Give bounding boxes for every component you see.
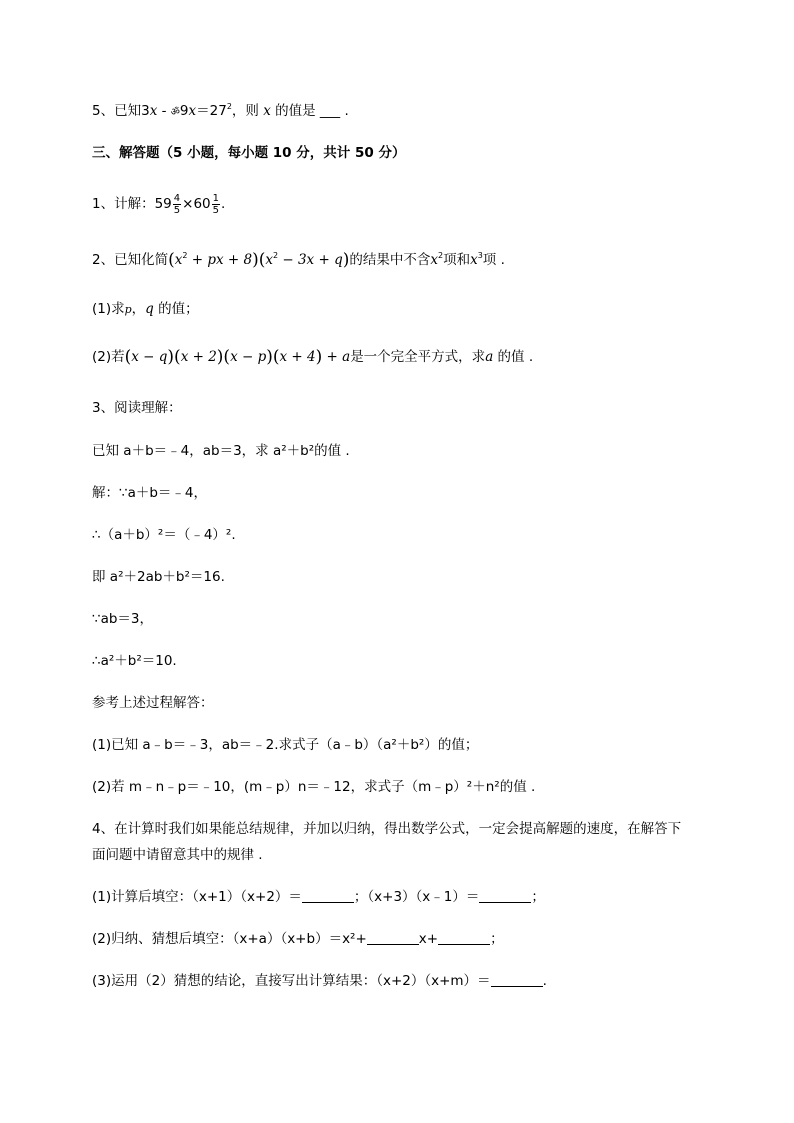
p1-text: 1、计解：59: [92, 196, 172, 212]
q5-glyph: ॐ: [170, 107, 180, 118]
p2a-text: (1)求: [92, 301, 125, 317]
p2-sup: 2: [437, 251, 444, 260]
q5-text: ，则: [231, 103, 264, 119]
p2-var: x: [470, 252, 478, 268]
section-3-title: 三、解答题（5 小题，每小题 10 分，共计 50 分）: [92, 145, 406, 161]
problem-3-title: 3、阅读理解：: [92, 400, 182, 416]
p2b-text: 的值 .: [493, 349, 534, 365]
p2-text: 项 .: [482, 252, 505, 268]
p2-expr: − 3x + q: [278, 252, 343, 268]
problem-2-part-1: [92, 299, 199, 320]
problem-4-part-1: [92, 887, 545, 907]
p2-var: x: [265, 252, 273, 268]
problem-3-given: 已知 a＋b＝﹣4，ab＝3，求 a²＋b²的值 .: [92, 443, 350, 459]
problem-2: 2、已知化简($x^2$ + px + $8)(x^2 - 3x + q)$的结果中不含$x^2$项和$x^3$项 .: [92, 250, 505, 270]
problem-1: [92, 190, 225, 218]
p2a-text: ，: [131, 301, 146, 317]
p2b-text: 是一个完全平方式，求: [350, 349, 486, 365]
answer-blank[interactable]: [438, 930, 490, 945]
p2-expr: + px + 8: [187, 252, 253, 268]
p4-text: (3)运用（2）猜想的结论，直接写出计算结果：（x+2）（x+m）＝: [92, 973, 491, 989]
p2-text: 的结果中不含: [349, 252, 431, 268]
fraction-1-5: [212, 193, 220, 216]
q5-text: ＝27: [196, 103, 227, 119]
p4-text: ；（x+3）（x﹣1）＝: [353, 889, 480, 905]
problem-3-step-5: ∴a²＋b²＝10.: [92, 653, 177, 669]
p4-text: (2)归纳、猜想后填空：（x+a）（x+b）＝x²+: [92, 931, 367, 947]
problem-4-part-3: [92, 971, 547, 991]
problem-3-instruction: 参考上述过程解答：: [92, 695, 214, 711]
problem-4-intro-cont: 面问题中请留意其中的规律 .: [92, 847, 263, 863]
problem-3-part-2: (2)若 m﹣n﹣p＝﹣10，(m﹣p）n＝﹣12，求式子（m﹣p）²＋n²的值 .: [92, 779, 536, 795]
q5-text: 5、已知3: [92, 103, 150, 119]
numerator: 4: [173, 192, 181, 204]
p1-text: .: [221, 196, 226, 212]
p4-text: ；: [490, 931, 504, 947]
p4-text: .: [542, 973, 547, 989]
p2-sup: 2: [182, 251, 188, 260]
p2a-var: q: [145, 301, 154, 317]
p4-text: (1)计算后填空：（x+1）（x+2）＝: [92, 889, 302, 905]
fraction-4-5: [173, 193, 181, 216]
problem-2-part-2: (2)若(x − q)(x + 2)(x − p)(x + 4) + a是一个完全平方式，求a 的值 .: [92, 347, 534, 367]
answer-blank[interactable]: [491, 972, 543, 987]
p2a-text: 的值；: [153, 301, 199, 317]
p2b-factor: x − p: [230, 349, 267, 365]
p4-text: x+: [418, 931, 439, 947]
p2-text: 2、已知化简: [92, 252, 169, 268]
answer-blank[interactable]: [479, 888, 531, 903]
numerator: 1: [212, 192, 220, 204]
answer-blank[interactable]: [302, 888, 354, 903]
p2-sup: 3: [477, 251, 483, 260]
p2b-factor: x + 4: [279, 349, 316, 365]
q5-text: 的值是 ___ .: [270, 103, 349, 119]
problem-3-step-3: 即 a²＋2ab＋b²＝16.: [92, 569, 225, 585]
problem-3-part-1: (1)已知 a﹣b＝﹣3，ab＝﹣2.求式子（a﹣b）（a²＋b²）的值；: [92, 737, 479, 753]
problem-4-part-2: [92, 929, 504, 949]
problem-3-step-2: ∴（a＋b）²＝（﹣4）².: [92, 527, 236, 543]
p2-text: 项和: [443, 252, 471, 268]
p2-var: x: [174, 252, 183, 268]
q5-text: -: [157, 103, 171, 119]
p2b-var: a: [485, 349, 494, 365]
answer-blank[interactable]: [367, 930, 419, 945]
q5-var: x: [263, 103, 271, 119]
p2b-expr: + a: [322, 349, 351, 365]
p2-sup: 2: [272, 251, 279, 260]
p2b-text: (2)若: [92, 349, 125, 365]
problem-3-step-1: 解：∵a＋b＝﹣4，: [92, 485, 208, 501]
p1-text: ×60: [182, 196, 211, 212]
problem-4-intro: 4、在计算时我们如果能总结规律，并加以归纳，得出数学公式，一定会提高解题的速度，在解答下: [92, 821, 682, 837]
p2-var: x: [430, 252, 438, 268]
p4-text: ；: [531, 889, 545, 905]
p2b-factor: x + 2: [180, 349, 217, 365]
p2a-var: p: [124, 303, 132, 316]
denominator: 5: [173, 204, 181, 216]
q5-var: x: [188, 103, 197, 119]
problem-3-step-4: ∵ab＝3，: [92, 611, 154, 627]
denominator: 5: [212, 204, 220, 216]
q5-sup: 2: [226, 102, 232, 111]
q5-text: 9: [179, 103, 189, 119]
p2b-factor: x − q: [131, 349, 168, 365]
question-5: [92, 101, 349, 123]
q5-var: x: [149, 103, 158, 119]
